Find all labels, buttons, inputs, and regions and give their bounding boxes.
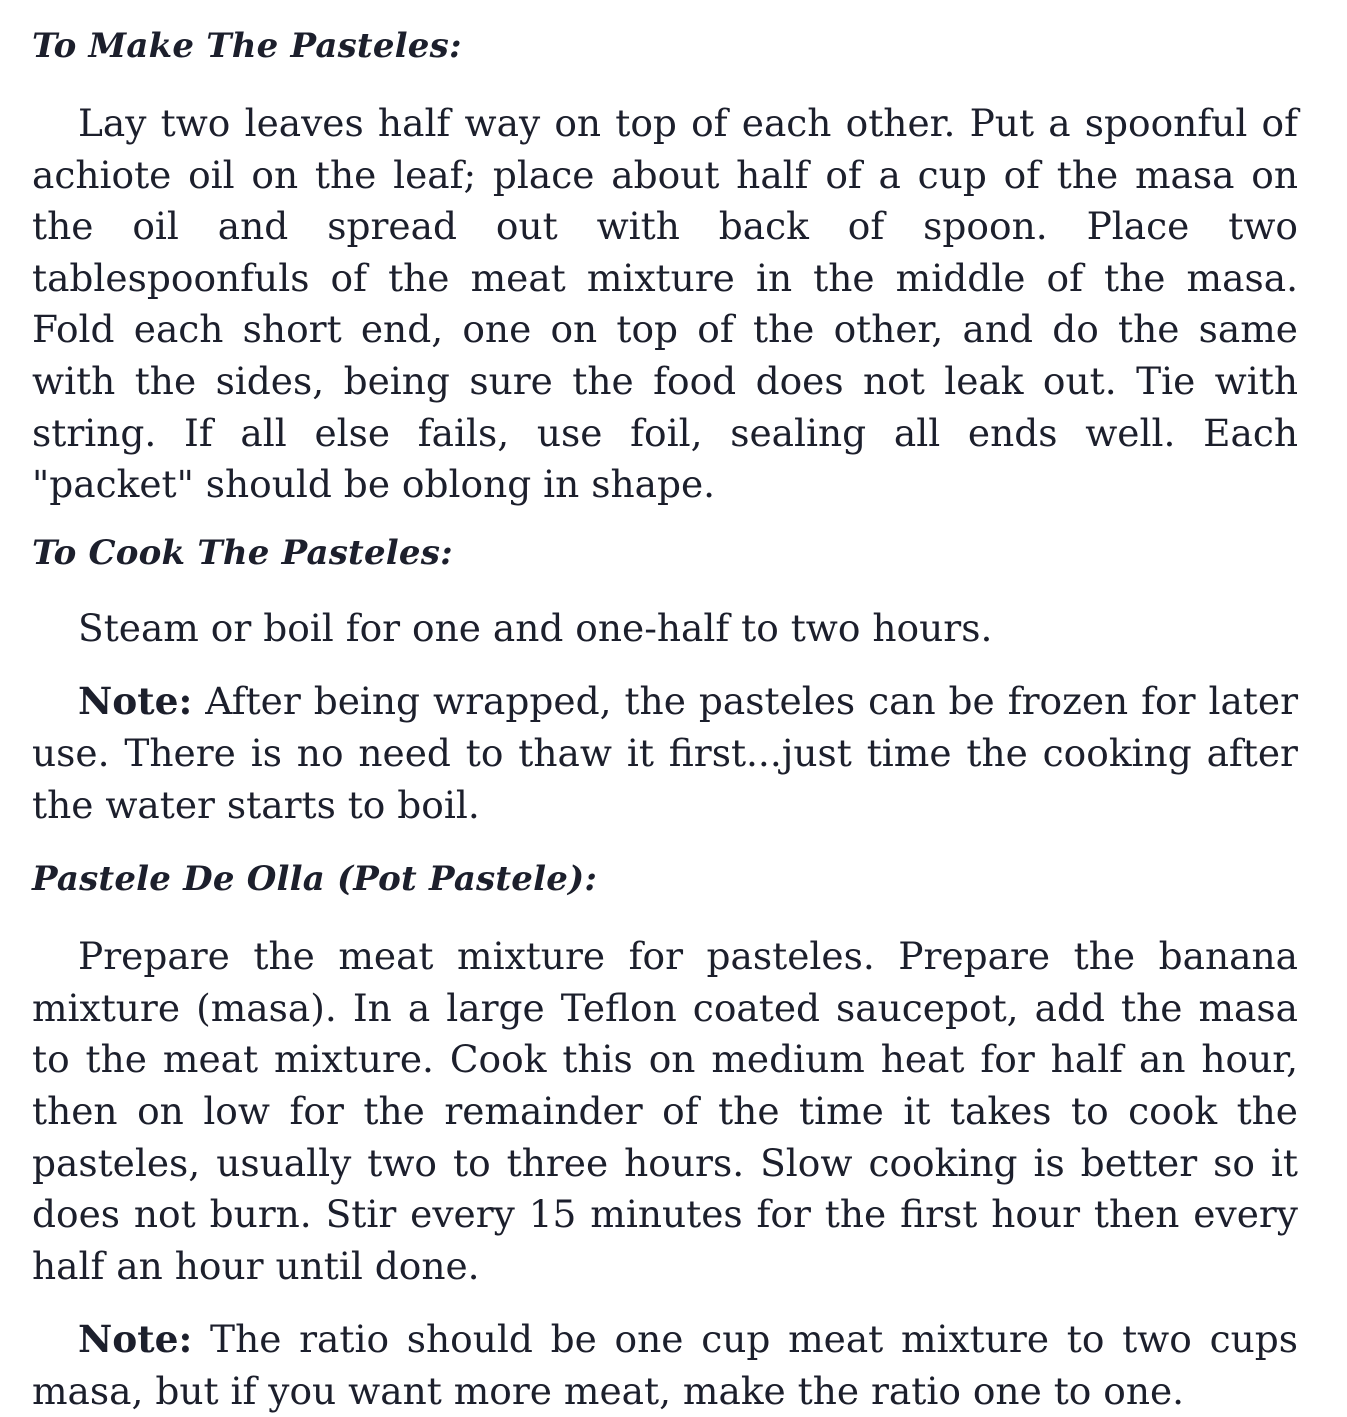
note-text: The ratio should be one cup meat mixture to two cups masa, but if you want more meat, make the ratio one to one. — [32, 1317, 1298, 1413]
ratio-note — [32, 1314, 1298, 1417]
freezing-note — [32, 676, 1298, 831]
cook-pasteles-instructions: Steam or boil for one and one-half to two hours. — [78, 605, 993, 650]
make-pasteles-instructions: Lay two leaves half way on top of each other. Put a spoonful of achiote oil on the leaf; place about half of a cup of the masa on the oil and spread out with back of spoon. Place two tablespoonfuls of the meat mixture in the middle of the masa. Fold each short end, one on top of the other, and do the same with the sides, being sure the food does not leak out. Tie with string. If all else fails, use foil, sealing all ends well. Each "packet" should be oblong in shape. — [32, 101, 1298, 507]
recipe-page — [32, 18, 1298, 1417]
make-pasteles-heading: To Make The Pasteles: — [32, 26, 462, 66]
cook-pasteles-heading: To Cook The Pasteles: — [32, 532, 453, 573]
note-label: Note: — [78, 679, 193, 724]
pastele-de-olla-instructions: Prepare the meat mixture for pasteles. Prepare the banana mixture (masa). In a large Teflon coated saucepot, add the masa to the meat mixture. Cook this on medium heat for half an hour, then on low for the remainder of the time it takes to cook the pasteles, usually two to three hours. Slow cooking is better so it does not burn. Stir every 15 minutes for the first hour then every half an hour until done. — [32, 934, 1298, 1288]
pastele-de-olla-heading: Pastele De Olla (Pot Pastele): — [32, 859, 598, 900]
note-label: Note: — [78, 1317, 193, 1362]
note-text: After being wrapped, the pasteles can be frozen for later use. There is no need to thaw it first...just time the cooking after the water starts to boil. — [32, 679, 1298, 827]
